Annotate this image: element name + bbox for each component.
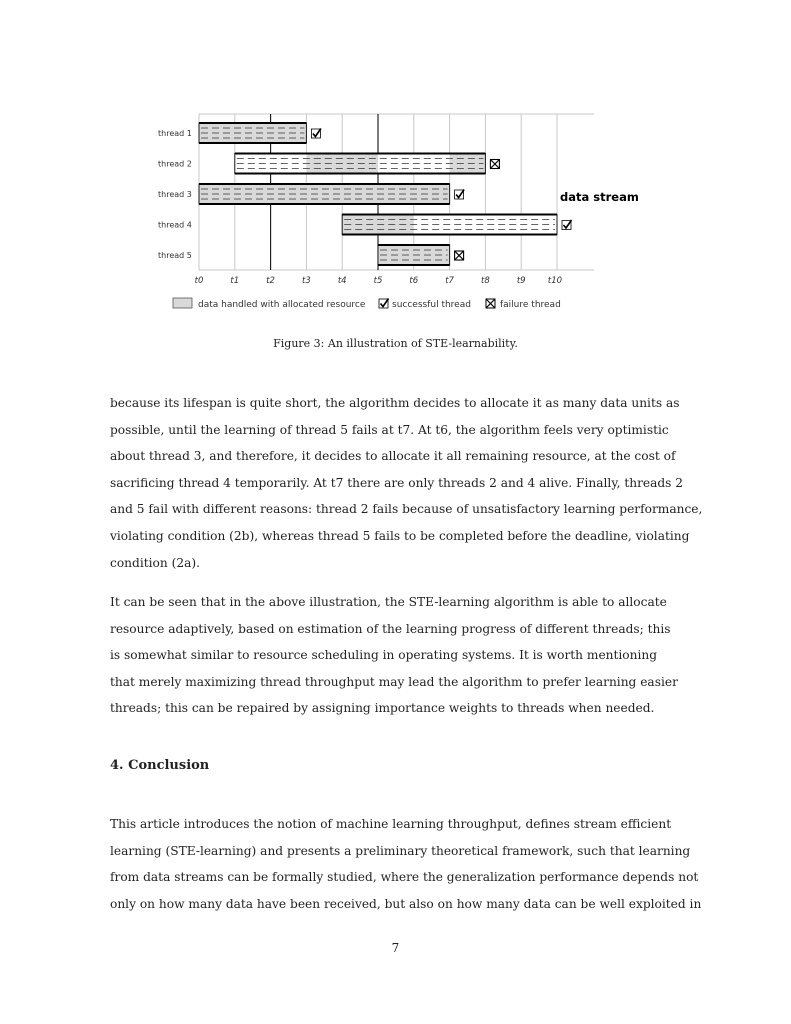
legend-allocated-label: data handled with allocated resource	[198, 300, 366, 310]
legend-failure-icon	[486, 299, 495, 308]
text-line: that merely maximizing thread throughput may lead the algorithm to prefer learning easier	[110, 674, 678, 689]
data-stream-annotation: data stream	[560, 190, 639, 204]
tick-label: t6	[409, 276, 419, 286]
tick-label: t5	[373, 276, 383, 286]
tick-label: t1	[230, 276, 240, 286]
thread-label: thread 5	[158, 251, 192, 260]
text-line: resource adaptively, based on estimation of the learning progress of different threads; this	[110, 621, 671, 636]
thread-label: thread 1	[158, 129, 192, 138]
legend-allocated-swatch	[173, 298, 192, 308]
text-line: sacrificing thread 4 temporarily. At t7 there are only threads 2 and 4 alive. Finally, threads 2	[110, 475, 684, 490]
success-check-icon	[311, 129, 321, 139]
legend-success-label: successful thread	[392, 300, 471, 310]
thread-label: thread 3	[158, 190, 192, 199]
paragraph-1	[110, 390, 703, 576]
success-check-icon	[562, 220, 572, 230]
tick-label: t2	[266, 276, 275, 286]
page-number: 7	[391, 941, 400, 955]
text-line: threads; this can be repaired by assigning importance weights to threads when needed.	[110, 701, 655, 716]
tick-label: t10	[547, 276, 563, 286]
tick-label: t4	[337, 276, 347, 286]
text-line: learning (STE-learning) and presents a preliminary theoretical framework, such that learning	[110, 843, 691, 858]
text-line: is somewhat similar to resource scheduling in operating systems. It is worth mentioning	[110, 648, 658, 663]
text-line: possible, until the learning of thread 5 fails at t7. At t6, the algorithm feels very optimistic	[110, 422, 669, 437]
thread-label: thread 2	[158, 159, 192, 169]
chart-legend	[173, 298, 561, 310]
text-line: and 5 fail with different reasons: thread 2 fails because of unsatisfactory learning performance,	[110, 502, 703, 517]
tick-label: t9	[516, 276, 526, 286]
text-line: This article introduces the notion of machine learning throughput, defines stream efficient	[110, 817, 672, 831]
text-line: It can be seen that in the above illustration, the STE-learning algorithm is able to allocate	[110, 595, 667, 609]
failure-cross-icon	[455, 251, 464, 260]
legend-failure-label: failure thread	[500, 300, 561, 310]
text-line: only on how many data have been received, but also on how many data can be well exploited in	[110, 896, 702, 911]
text-line: because its lifespan is quite short, the algorithm decides to allocate it as many data units as	[110, 396, 680, 410]
text-line: about thread 3, and therefore, it decides to allocate it all remaining resource, at the cost of	[110, 449, 676, 464]
tick-label: t0	[194, 276, 204, 286]
paragraph-2	[110, 589, 682, 722]
figure-caption: Figure 3: An illustration of STE-learnability.	[273, 337, 518, 350]
tick-label: t7	[445, 276, 454, 286]
text-line: violating condition (2b), whereas thread 5 fails to be completed before the deadline, violating	[110, 528, 690, 543]
text-line: from data streams can be formally studied, where the generalization performance depends not	[110, 870, 699, 885]
ste-learnability-figure	[0, 0, 791, 320]
time-tick-labels	[195, 276, 562, 286]
paragraph-3	[110, 811, 702, 917]
legend-success-icon	[379, 299, 389, 309]
text-line: condition (2a).	[110, 555, 200, 570]
tick-label: t8	[481, 276, 490, 286]
thread-labels	[158, 129, 192, 260]
thread-label: thread 4	[158, 220, 192, 230]
tick-label: t3	[302, 276, 311, 286]
success-check-icon	[455, 190, 465, 200]
failure-cross-icon	[490, 160, 499, 169]
section-heading: 4. Conclusion	[110, 758, 210, 773]
